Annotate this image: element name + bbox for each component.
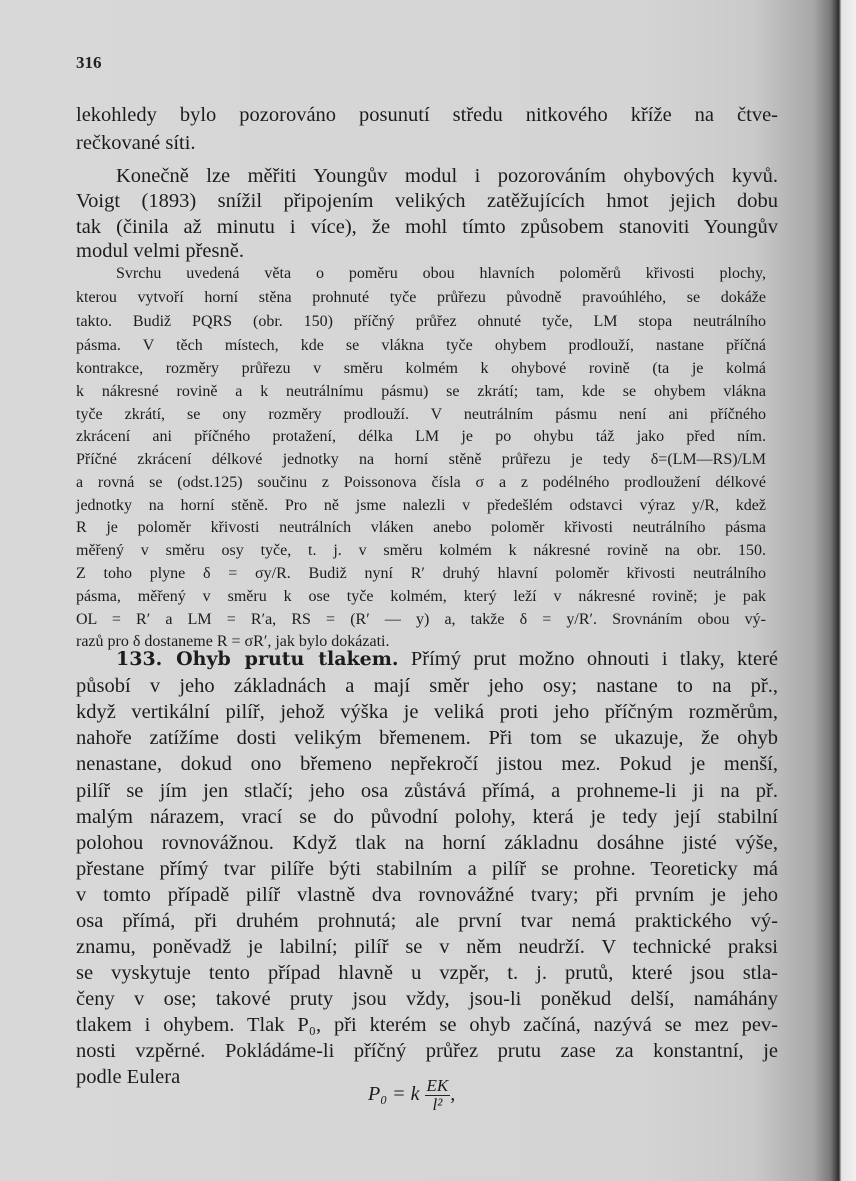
text-line: tak (činila až minutu i více), že mohl tímto způsobem stanoviti Youngův xyxy=(76,216,778,238)
text-line: čeny v ose; takové pruty jsou vždy, jsou-li poněkud delší, namáhány xyxy=(76,988,778,1010)
text-line: se vyskytuje tento případ hlavně u vzpěr, t. j. prutů, které jsou stla- xyxy=(76,962,778,984)
text-line: Příčné zkrácení délkové jednotky na horní stěně průřezu je tedy δ=(LM—RS)/LM xyxy=(76,451,766,468)
text-line: osa přímá, při druhém prohnutá; ale první tvar nemá praktického vý- xyxy=(76,910,778,932)
text-line: malým nárazem, vrací se do původní polohy, která je tedy její stabilní xyxy=(76,806,778,828)
text-line: R je poloměr křivosti neutrálních vláken anebo poloměr křivosti neutrálního pásma xyxy=(76,519,766,536)
text-line: tyče zkrátí, se ony rozměry prodlouží. V neutrálním pásmu není ani příčného xyxy=(76,406,766,423)
text-line: působí v jeho základnách a mají směr jeho osy; nastane to na př., xyxy=(76,675,778,697)
section-133-first-line xyxy=(76,648,778,671)
text-line: nahoře zatížíme dosti velikým břemenem. Při tom se ukazuje, že ohyb xyxy=(76,727,778,749)
formula-trail: , xyxy=(450,1083,456,1106)
text-line: v tomto případě pilíř vlastně dva rovnovážné tvary; při prvním je jeho xyxy=(76,884,778,906)
text-line: tlakem i ohybem. Tlak P₀, při kterém se ohyb začíná, nazývá se mez pev- xyxy=(76,1014,778,1036)
text-line: měřený v směru osy tyče, t. j. v směru kolmém k nákresné rovině na obr. 150. xyxy=(76,542,766,559)
text-line: nenastane, dokud ono břemeno nepřekročí jistou mez. Pokud je menší, xyxy=(76,753,778,775)
text-line: takto. Budiž PQRS (obr. 150) příčný průřez ohnuté tyče, LM stopa neutrálního xyxy=(76,313,766,330)
text-line: pásma, měřený v směru k ose tyče kolmém, který leží v nákresné rovině; je pak xyxy=(76,588,766,605)
section-first-line-text: Přímý prut možno ohnouti i tlaky, které xyxy=(398,648,778,670)
text-line: rečkované síti. xyxy=(76,132,196,154)
section-heading: 133. Ohyb prutu tlakem. xyxy=(116,648,399,670)
text-line: nosti vzpěrné. Pokládáme-li příčný průřez prutu zase za konstantní, je xyxy=(76,1040,778,1062)
text-line: podle Eulera xyxy=(76,1066,181,1088)
formula-denominator: l² xyxy=(432,1095,443,1114)
text-line: Konečně lze měřiti Youngův modul i pozorováním ohybových kyvů. xyxy=(116,165,778,187)
text-line: pilíř se jím jen stlačí; jeho osa zůstává přímá, a prohneme-li ji na př. xyxy=(76,780,778,802)
text-line: modul velmi přesně. xyxy=(76,240,244,262)
text-line: Z toho plyne δ = σy/R. Budiž nyní R′ druhý hlavní poloměr křivosti neutrálního xyxy=(76,565,766,582)
formula-numerator: EK xyxy=(426,1076,449,1095)
text-line: kterou vytvoří horní stěna prohnuté tyče průřezu původně pravoúhlého, se dokáže xyxy=(76,289,766,306)
text-line: Svrchu uvedená věta o poměru obou hlavních poloměrů křivosti plochy, xyxy=(116,265,766,282)
text-line: zkrácení ani příčného protažení, délka LM je po ohybu táž jako před ním. xyxy=(76,428,766,445)
text-line: razů pro δ dostaneme R = σR′, jak bylo dokázati. xyxy=(76,633,390,650)
text-line: přestane přímý tvar pilíře býti stabilním a pilíř se prohne. Teoreticky má xyxy=(76,858,778,880)
text-line: kontrakce, rozměry průřezu v směru kolmém k ohybové rovině (ta je kolmá xyxy=(76,360,766,377)
euler-formula xyxy=(368,1077,455,1114)
text-line: a rovná se (odst.125) součinu z Poissonova čísla σ a z podélného prodloužení délkové xyxy=(76,474,766,491)
text-line: Voigt (1893) snížil připojením velikých zatěžujících hmot jejich dobu xyxy=(76,190,778,212)
text-line: k nákresné rovině a k neutrálnímu pásmu) se zkrátí; tam, kde se ohybem vlákna xyxy=(76,383,766,400)
text-line: pásma. V těch místech, kde se vlákna tyče ohybem prodlouží, nastane příčná xyxy=(76,337,766,354)
text-line: lekohledy bylo pozorováno posunutí středu nitkového kříže na čtve- xyxy=(76,104,778,126)
text-line: polohou rovnovážnou. Když tlak na horní základnu dosáhne jisté výše, xyxy=(76,832,778,854)
text-line: OL = R′ a LM = R′a, RS = (R′ — y) a, takže δ = y/R′. Srovnáním obou vý- xyxy=(76,611,766,628)
text-line: jednotky na horní stěně. Pro ně jsme nalezli v předešlém odstavci výraz y/R, kdež xyxy=(76,497,766,514)
formula-fraction xyxy=(425,1077,451,1114)
text-line: když vertikální pilíř, jehož výška je veliká proti jeho příčným rozměrům, xyxy=(76,701,778,723)
formula-lhs: P₀ = k xyxy=(368,1083,420,1106)
page-number: 316 xyxy=(76,53,102,72)
text-line: znamu, poněvadž je labilní; pilíř se v něm neudrží. V technické praksi xyxy=(76,936,778,958)
